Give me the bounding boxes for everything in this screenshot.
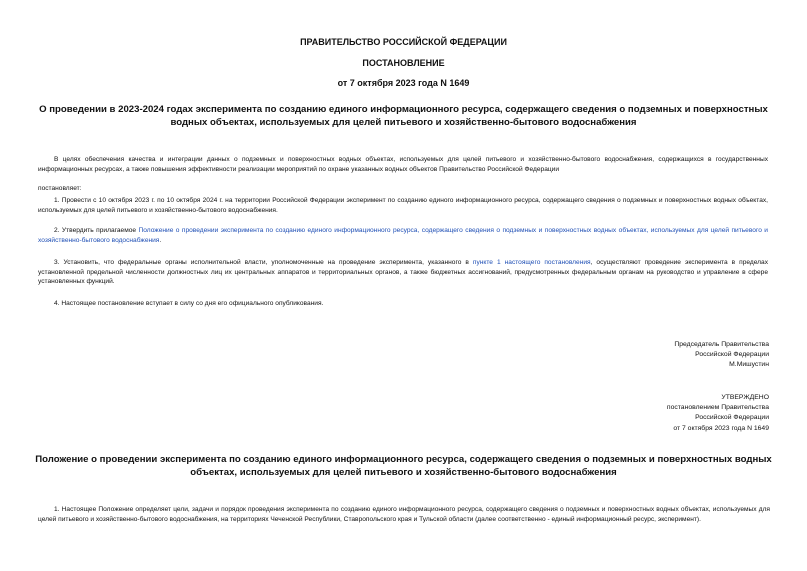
signature-country: Российской Федерации (695, 351, 769, 359)
signature-block (674, 340, 769, 371)
point-1-reference-link[interactable]: пункте 1 настоящего постановления (472, 259, 591, 266)
decides-line: постановляет: (38, 185, 82, 192)
point-3-text: 3. Установить, что федеральные органы исполнительной власти, уполномоченные на проведение эксперимента, указанного в (54, 259, 473, 266)
government-heading: ПРАВИТЕЛЬСТВО РОССИЙСКОЙ ФЕДЕРАЦИИ (300, 37, 507, 47)
regulation-title: Положение о проведении эксперимента по созданию единого информационного ресурса, содержащего сведения о подземных и поверхностных водных объектах, используемых для целей питьевого и хозяйственно-бытового водоснабжения (35, 454, 772, 478)
approved-country: Российской Федерации (695, 414, 769, 422)
regulation-point-1: 1. Настоящее Положение определяет цели, задачи и порядок проведения эксперимента по созданию единого информационного ресурса, содержащего сведения о подземных и поверхностных водных объектах, используемых для целей питьевого и хозяйственно-бытового водоснабжения, на территориях Чеченской Республики, Ставропольского края и Тульской области (далее соответственно - единый информационный ресурс, эксперимент). (38, 506, 770, 523)
approved-date: от 7 октября 2023 года N 1649 (673, 424, 769, 432)
point-2-end: . (159, 236, 162, 244)
point-4: 4. Настоящее постановление вступает в силу со дня его официального опубликования. (54, 300, 324, 307)
point-1: 1. Провести с 10 октября 2023 г. по 10 октября 2024 г. на территории Российской Федерации эксперимент по созданию единого информационного ресурса, содержащего сведения о подземных и поверхностных водных объектах, используемых для целей питьевого и хозяйственно-бытового водоснабжения. (38, 197, 768, 214)
signature-position: Председатель Правительства (674, 341, 769, 348)
approval-block (667, 393, 769, 434)
point-3-text-end: , осуществляют проведение эксперимента в пределах установленной предельной численности должностных лиц их центральных аппаратов и территориальных органов, а также бюджетных ассигнований, предусмотренных федеральным органам на руководство и управление в сфере установленных функций. (38, 259, 768, 286)
approved-label: УТВЕРЖДЕНО (721, 394, 769, 401)
document-title: О проведении в 2023-2024 годах эксперимента по созданию единого информационного ресурса, содержащего сведения о подземных и поверхностных водных объектах, используемых для целей питьевого и хозяйственно-бытового водоснабжения (39, 104, 768, 128)
regulation-link[interactable]: Положение о проведении эксперимента по созданию единого информационного ресурса, содержащего сведения о подземных и поверхностных водных объектах, используемых для целей питьевого и хозяйственно-бытового водоснабжения (38, 227, 768, 244)
point-3 (38, 258, 768, 287)
preamble-paragraph: В целях обеспечения качества и интеграции данных о подземных и поверхностных водных объектах, используемых для целей питьевого и хозяйственно-бытового водоснабжения, содержащихся в государственных информационных ресурсах, а также повышения эффективности реализации мероприятий по охране указанных водных объектов Правительство Российской Федерации (38, 156, 768, 173)
document-date-number: от 7 октября 2023 года N 1649 (337, 78, 470, 88)
document-type: ПОСТАНОВЛЕНИЕ (362, 58, 445, 68)
point-2-text: 2. Утвердить прилагаемое (54, 227, 139, 234)
signature-name: М.Мишустин (729, 361, 769, 369)
approved-by: постановлением Правительства (666, 404, 769, 412)
point-2 (38, 226, 768, 245)
